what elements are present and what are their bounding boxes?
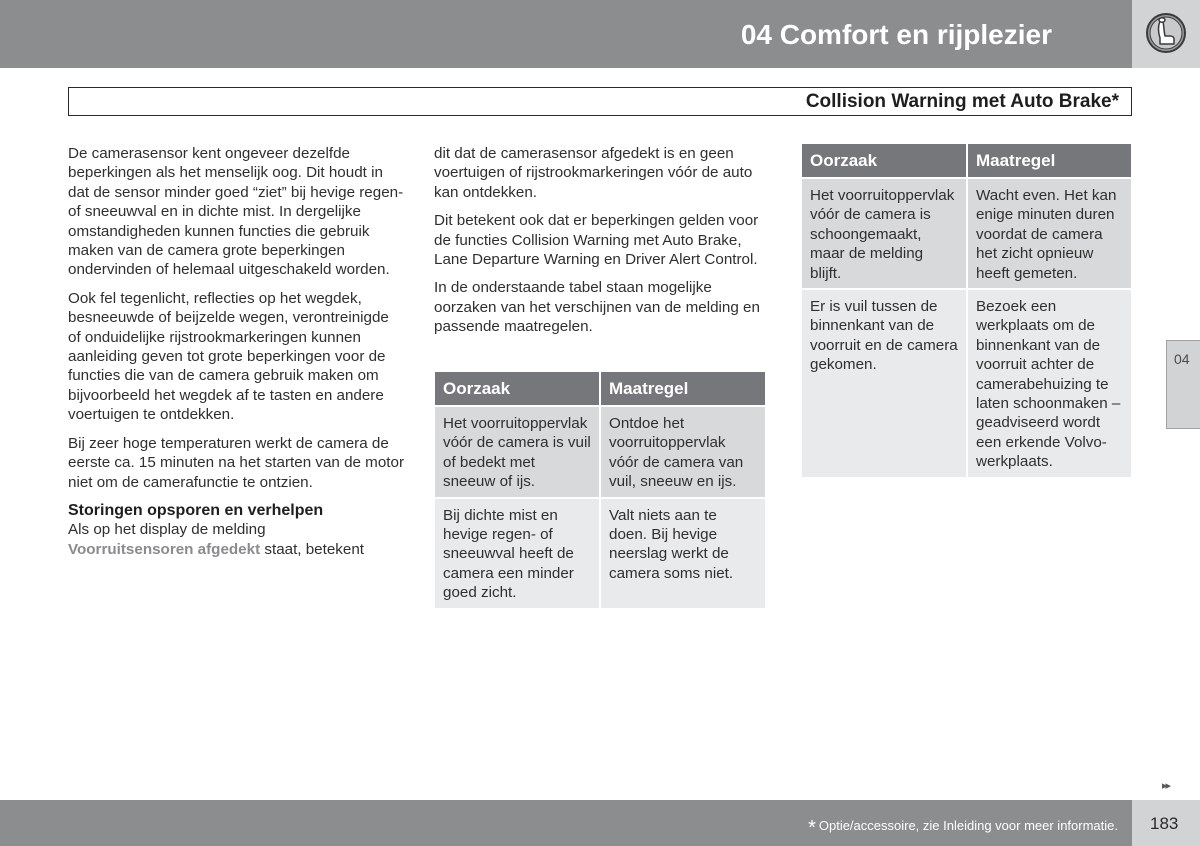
chapter-side-tab-label: 04 [1174,351,1190,367]
next-page-arrows-icon: ▸▸ [1162,780,1170,792]
page-number-box [1132,800,1200,846]
paragraph: De camerasensor kent ongeveer dezelfde beperkingen als het menselijk oog. Dit houdt in dat de sensor minder goed “ziet” bij hevige regen- of sneeuwval en in dichte mist. In dergelijke omstandigheden kunnen functies die gebruik maken van de camera grote beperkingen ondervinden of helemaal uitgeschakeld worden. [68,145,404,279]
seat-icon [1145,12,1187,54]
table-header-measure: Maatregel [601,372,765,405]
cause-measure-table-1 [433,370,767,610]
footer-note-text: Optie/accessoire, zie Inleiding voor meer informatie. [818,818,1118,833]
section-title: Collision Warning met Auto Brake* [805,91,1119,112]
chapter-icon-box [1132,0,1200,68]
subheading: Storingen opsporen en verhelpen [68,501,324,519]
paragraph: Bij zeer hoge temperaturen werkt de camera de eerste ca. 15 minuten na het starten van de motor niet om de camerafunctie te ontzien. [68,434,405,491]
table-cell: Bezoek een werkplaats om de binnenkant van de voorruit achter de camerabehuizing te laten schoonmaken – geadviseerd wordt een erkende Volvo-werkplaats. [968,290,1131,477]
table-cell: Er is vuil tussen de binnenkant van de voorruit en de camera gekomen. [802,290,966,477]
chapter-side-tab [1166,340,1200,429]
paragraph-text: staat, betekent [264,540,365,558]
table-row [435,407,765,497]
table-cell: Bij dichte mist en hevige regen- of sneeuwval heeft de camera een minder goed zicht. [435,499,599,608]
table-cell: Het voorruitoppervlak vóór de camera is vuil of bedekt met sneeuw of ijs. [435,407,599,497]
table-cell: Het voorruitoppervlak vóór de camera is schoongemaakt, maar de melding blijft. [802,179,966,288]
paragraph: dit dat de camerasensor afgedekt is en geen voertuigen of rijstrookmarkeringen vóór de auto kan ontdekken. [434,145,753,201]
display-message: Voorruitsensoren afgedekt [68,540,261,558]
paragraph [68,520,404,559]
table-header-cause: Oorzaak [802,144,966,177]
footer [0,800,1132,846]
text-column-middle [434,144,770,346]
table-cell: Valt niets aan te doen. Bij hevige neerslag werkt de camera soms niet. [601,499,765,608]
paragraph: Dit betekent ook dat er beperkingen gelden voor de functies Collision Warning met Auto Brake, Lane Departure Warning en Driver Alert Control. [434,212,759,269]
table-row [802,179,1131,288]
asterisk: * [808,817,816,839]
text-column-left [68,144,404,559]
paragraph-text: Als op het display de melding [68,521,266,539]
page-number: 183 [1150,814,1179,833]
footer-note [808,817,1118,840]
table-header-measure: Maatregel [968,144,1131,177]
table-cell: Wacht even. Het kan enige minuten duren voordat de camera het zicht opnieuw heeft gemeten. [968,179,1131,288]
table-row [802,290,1131,477]
chapter-header [0,0,1132,68]
table-header-cause: Oorzaak [435,372,599,405]
chapter-title: 04 Comfort en rijplezier [740,19,1052,50]
paragraph: In de onderstaande tabel staan mogelijke oorzaken van het verschijnen van de melding en passende maatregelen. [434,279,760,336]
table-cell: Ontdoe het voorruitoppervlak vóór de camera van vuil, sneeuw en ijs. [601,407,765,497]
paragraph: Ook fel tegenlicht, reflecties op het wegdek, besneeuwde of beijzelde wegen, verontreinigde of onduidelijke rijstrookmarkeringen kunnen aanleiding geven tot grote beperkingen voor de functies die van de camera gebruik maken om bijvoorbeeld het wegdek af te tasten en andere voertuigen te ontdekken. [68,289,389,424]
table-row [435,499,765,608]
cause-measure-table-2 [800,142,1133,479]
section-title-box [68,87,1132,116]
